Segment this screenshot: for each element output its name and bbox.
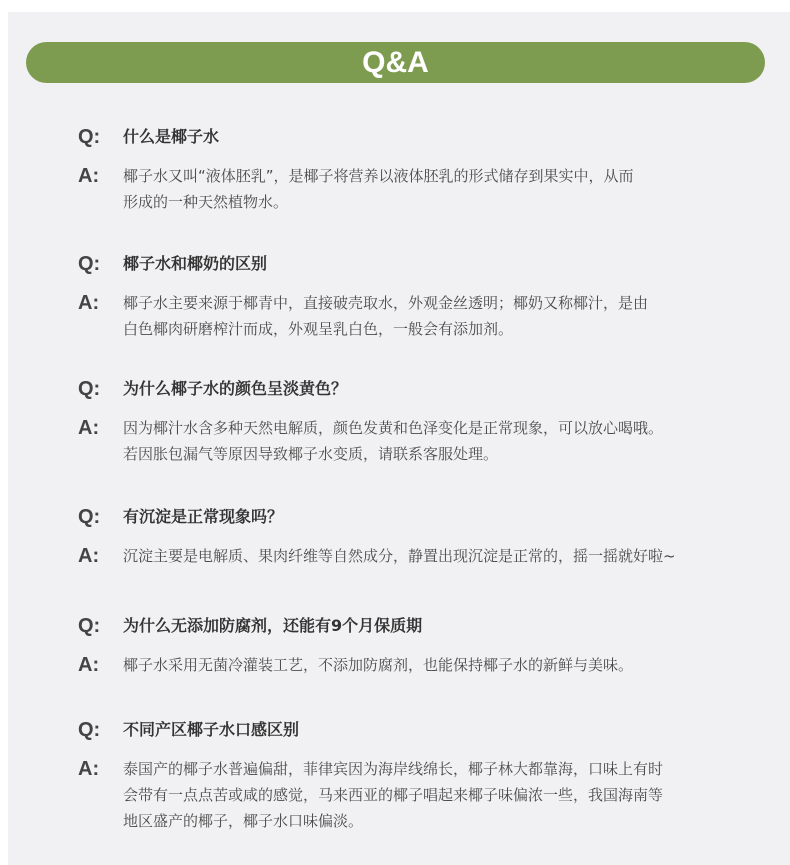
question-mark: Q: <box>78 378 101 400</box>
question-text: 为什么椰子水的颜色呈淡黄色？ <box>123 379 348 398</box>
question-mark: Q: <box>78 615 101 637</box>
answer-text: 椰子水又叫“液体胚乳”，是椰子将营养以液体胚乳的形式储存到果实中，从而 形成的一种天然植物水。 <box>123 167 634 211</box>
answer-mark: A: <box>78 758 100 780</box>
question-mark: Q: <box>78 253 101 275</box>
answer-mark: A: <box>78 654 100 676</box>
question-row <box>78 125 738 149</box>
answer-mark: A: <box>78 165 100 187</box>
answer-row <box>78 163 738 215</box>
answer-text: 沉淀主要是电解质、果肉纤维等自然成分，静置出现沉淀是正常的，摇一摇就好啦~ <box>123 547 676 565</box>
qa-item-2 <box>78 252 738 342</box>
question-row <box>78 252 738 276</box>
answer-mark: A: <box>78 417 100 439</box>
question-text: 有沉淀是正常现象吗？ <box>123 507 284 526</box>
question-text: 椰子水和椰奶的区别 <box>123 254 268 273</box>
answer-text: 泰国产的椰子水普遍偏甜，菲律宾因为海岸线绵长，椰子林大都靠海，口味上有时 会带有一点点苦或咸的感觉，马来西亚的椰子唱起来椰子味偏浓一些，我国海南等 地区盛产的椰子，椰子水口味偏淡。 <box>123 760 664 830</box>
question-mark: Q: <box>78 719 101 741</box>
answer-row <box>78 543 738 569</box>
question-row <box>78 718 738 742</box>
qa-item-6 <box>78 718 738 834</box>
answer-row <box>78 652 738 678</box>
question-row <box>78 614 738 638</box>
question-row <box>78 377 738 401</box>
qa-item-3 <box>78 377 738 467</box>
qa-item-5 <box>78 614 738 678</box>
qa-header-title: Q&A <box>362 45 429 79</box>
answer-mark: A: <box>78 292 100 314</box>
qa-item-4 <box>78 505 738 569</box>
answer-mark: A: <box>78 545 100 567</box>
answer-text: 因为椰汁水含多种天然电解质，颜色发黄和色泽变化是正常现象，可以放心喝哦。 若因胀包漏气等原因导致椰子水变质，请联系客服处理。 <box>123 419 664 463</box>
question-mark: Q: <box>78 126 101 148</box>
qa-item-1 <box>78 125 738 215</box>
question-row <box>78 505 738 529</box>
answer-text: 椰子水主要来源于椰青中，直接破壳取水，外观金丝透明；椰奶又称椰汁，是由 白色椰肉研磨榨汁而成，外观呈乳白色，一般会有添加剂。 <box>123 294 649 338</box>
answer-row <box>78 756 738 834</box>
answer-row <box>78 415 738 467</box>
answer-text: 椰子水采用无菌冷灌装工艺，不添加防腐剂，也能保持椰子水的新鲜与美味。 <box>123 656 634 674</box>
qa-header-banner <box>26 42 765 83</box>
question-text: 什么是椰子水 <box>123 127 220 146</box>
question-text: 为什么无添加防腐剂，还能有9个月保质期 <box>123 616 423 635</box>
question-text: 不同产区椰子水口感区别 <box>123 720 300 739</box>
answer-row <box>78 290 738 342</box>
question-mark: Q: <box>78 506 101 528</box>
